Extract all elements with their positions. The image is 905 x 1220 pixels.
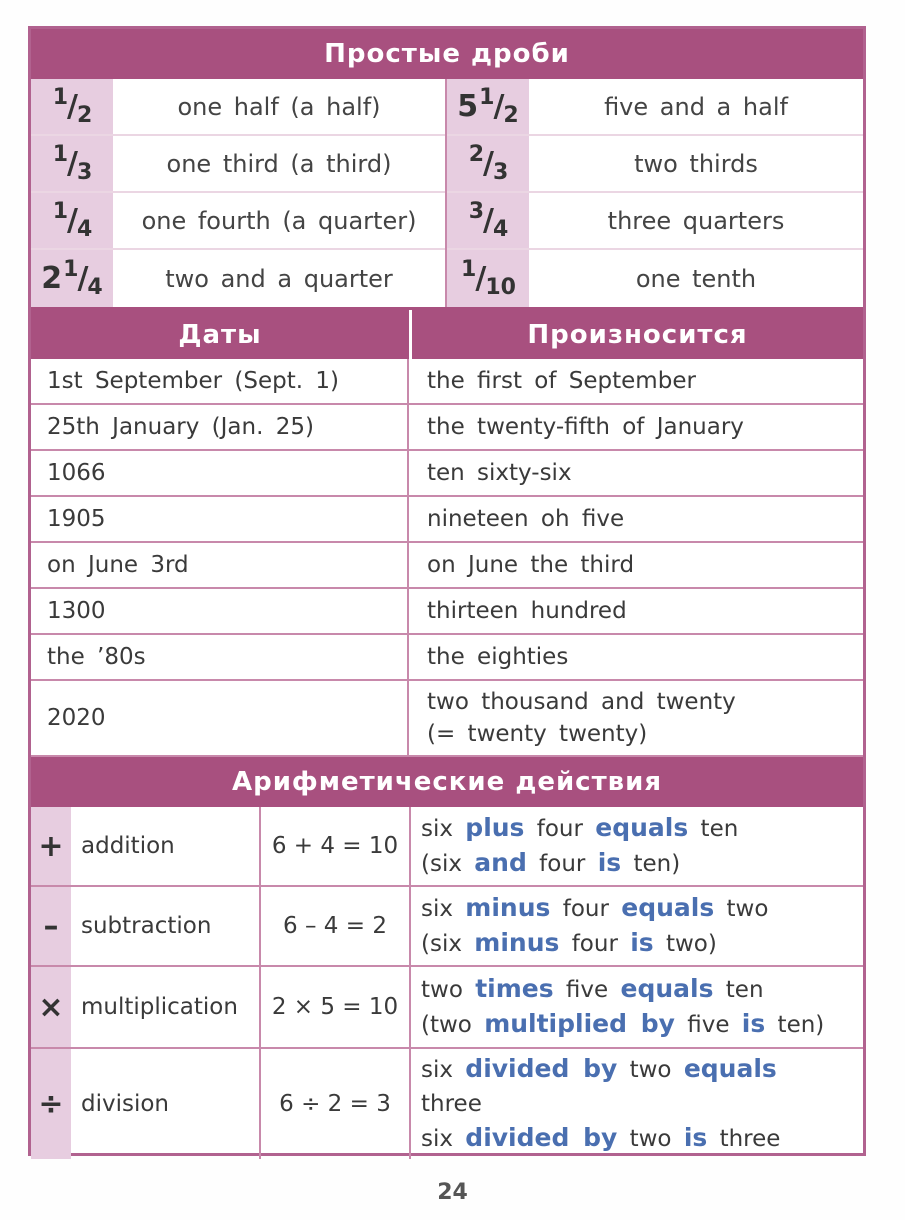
fraction-row bbox=[447, 250, 863, 307]
fraction-symbol bbox=[31, 79, 113, 134]
reading-text: three bbox=[421, 1091, 482, 1117]
fraction-slash: / bbox=[67, 146, 78, 181]
date-value: 1905 bbox=[31, 497, 409, 541]
date-pronunciation: the twenty-fifth of January bbox=[427, 414, 744, 440]
date-value: 1066 bbox=[31, 451, 409, 495]
keyword: minus bbox=[465, 893, 551, 922]
reading-text: ten) bbox=[621, 851, 681, 877]
reading-line bbox=[421, 1087, 863, 1121]
fraction-slash: / bbox=[67, 89, 78, 124]
date-value: 2020 bbox=[31, 681, 409, 755]
date-value: 1300 bbox=[31, 589, 409, 633]
arithmetic-row bbox=[31, 807, 863, 887]
date-pronunciation-line: (= twenty twenty) bbox=[427, 721, 648, 747]
fraction-words: three quarters bbox=[607, 206, 785, 235]
reading-text: two bbox=[617, 1126, 684, 1152]
operation-symbol: × bbox=[31, 967, 71, 1047]
date-row bbox=[31, 635, 863, 681]
reading-text: two bbox=[714, 896, 769, 922]
keyword: multiplied by bbox=[484, 1009, 675, 1038]
arithmetic-table bbox=[31, 807, 863, 1159]
fraction-whole: 5 bbox=[457, 89, 479, 124]
reading-text: four bbox=[524, 816, 596, 842]
fraction-slash: / bbox=[483, 146, 494, 181]
fraction-slash: / bbox=[483, 203, 494, 238]
reading-text: ten bbox=[713, 977, 764, 1003]
fraction-denominator: 4 bbox=[492, 217, 509, 242]
keyword: divided by bbox=[465, 1054, 618, 1083]
fraction-numerator: 1 bbox=[479, 85, 495, 110]
reading-text: (six bbox=[421, 931, 475, 957]
operation-example: 2 × 5 = 10 bbox=[261, 967, 411, 1047]
fraction-whole: 2 bbox=[41, 261, 63, 296]
reading-text: ten) bbox=[765, 1012, 825, 1038]
keyword: equals bbox=[621, 893, 715, 922]
fraction-words: two thirds bbox=[634, 149, 758, 178]
fraction-row bbox=[447, 79, 863, 136]
fraction-row bbox=[31, 79, 445, 136]
keyword: equals bbox=[595, 813, 689, 842]
reading-line bbox=[421, 972, 863, 1007]
reading-text: six bbox=[421, 816, 466, 842]
fractions-left-column bbox=[31, 79, 447, 307]
reading-line bbox=[421, 1052, 863, 1087]
reading-line bbox=[421, 1007, 863, 1042]
fraction-denominator: 4 bbox=[87, 275, 103, 300]
keyword: minus bbox=[474, 928, 560, 957]
date-pronunciation-line: two thousand and twenty bbox=[427, 689, 736, 715]
fraction-symbol bbox=[31, 136, 113, 191]
operation-example: 6 + 4 = 10 bbox=[261, 807, 411, 885]
fraction-numerator: 1 bbox=[461, 257, 477, 282]
fraction-slash: / bbox=[77, 261, 89, 296]
reading-text: five bbox=[553, 977, 621, 1003]
fraction-numerator: 1 bbox=[52, 142, 69, 167]
date-value: the ’80s bbox=[31, 635, 409, 679]
arithmetic-row bbox=[31, 1049, 863, 1159]
operation-name: division bbox=[71, 1049, 261, 1159]
fraction-row bbox=[31, 250, 445, 307]
date-row bbox=[31, 405, 863, 451]
date-value: 25th January (Jan. 25) bbox=[31, 405, 409, 449]
arithmetic-row bbox=[31, 967, 863, 1049]
fraction-symbol bbox=[447, 250, 529, 307]
operation-name: addition bbox=[71, 807, 261, 885]
fraction-row bbox=[447, 193, 863, 250]
operation-symbol: – bbox=[31, 887, 71, 965]
fractions-grid bbox=[31, 79, 863, 310]
date-pronunciation bbox=[409, 681, 863, 755]
fractions-right-column bbox=[447, 79, 863, 307]
fraction-words: five and a half bbox=[604, 92, 788, 121]
operation-reading bbox=[411, 967, 863, 1047]
operation-example: 6 – 4 = 2 bbox=[261, 887, 411, 965]
operation-reading bbox=[411, 1049, 863, 1159]
fractions-header: Простые дроби bbox=[31, 29, 863, 79]
reading-line bbox=[421, 1121, 863, 1156]
reading-text: two) bbox=[653, 931, 717, 957]
reading-line bbox=[421, 926, 863, 961]
keyword: is bbox=[597, 848, 622, 877]
reading-text: three bbox=[707, 1126, 781, 1152]
fraction-numerator: 1 bbox=[52, 199, 69, 224]
fraction-slash: / bbox=[67, 203, 78, 238]
fraction-words: two and a quarter bbox=[165, 264, 393, 293]
fraction-denominator: 4 bbox=[76, 217, 93, 242]
date-row bbox=[31, 589, 863, 635]
fraction-words: one half (a half) bbox=[177, 92, 381, 121]
operation-reading bbox=[411, 887, 863, 965]
fraction-words: one third (a third) bbox=[166, 149, 392, 178]
fraction-numerator: 3 bbox=[468, 199, 485, 224]
date-row bbox=[31, 359, 863, 405]
fraction-symbol bbox=[447, 193, 529, 248]
operation-name: subtraction bbox=[71, 887, 261, 965]
keyword: is bbox=[630, 928, 654, 957]
dates-header bbox=[31, 310, 863, 359]
dates-col-header: Даты bbox=[31, 310, 412, 359]
reading-line bbox=[421, 846, 863, 881]
date-row bbox=[31, 497, 863, 543]
fraction-slash: / bbox=[493, 89, 505, 124]
reading-text: two bbox=[421, 977, 476, 1003]
operation-name: multiplication bbox=[71, 967, 261, 1047]
date-value: on June 3rd bbox=[31, 543, 409, 587]
fraction-numerator: 1 bbox=[63, 257, 79, 282]
fraction-symbol bbox=[447, 136, 529, 191]
keyword: divided by bbox=[465, 1123, 618, 1152]
keyword: is bbox=[683, 1123, 708, 1152]
pronounced-col-header: Произносится bbox=[527, 319, 748, 350]
fraction-row bbox=[31, 136, 445, 193]
reading-text: (two bbox=[421, 1012, 485, 1038]
dates-table bbox=[31, 359, 863, 757]
operation-symbol: ÷ bbox=[31, 1049, 71, 1159]
fraction-slash: / bbox=[475, 261, 487, 296]
arithmetic-header: Арифметические действия bbox=[31, 757, 863, 807]
keyword: plus bbox=[465, 813, 525, 842]
reading-text: six bbox=[421, 896, 466, 922]
fraction-words: one tenth bbox=[635, 264, 757, 293]
operation-example: 6 ÷ 2 = 3 bbox=[261, 1049, 411, 1159]
date-pronunciation: nineteen oh five bbox=[427, 506, 625, 532]
fraction-denominator: 3 bbox=[76, 160, 93, 185]
operation-reading bbox=[411, 807, 863, 885]
keyword: is bbox=[741, 1009, 766, 1038]
reading-text: six bbox=[421, 1057, 466, 1083]
arithmetic-row bbox=[31, 887, 863, 967]
reading-text: four bbox=[559, 931, 631, 957]
fraction-denominator: 2 bbox=[503, 103, 519, 128]
operation-symbol: + bbox=[31, 807, 71, 885]
page-number: 24 bbox=[437, 1180, 468, 1205]
date-pronunciation: the first of September bbox=[427, 368, 696, 394]
reading-text: five bbox=[674, 1012, 742, 1038]
date-row bbox=[31, 543, 863, 589]
fraction-numerator: 1 bbox=[52, 85, 69, 110]
reading-text: two bbox=[617, 1057, 684, 1083]
fraction-denominator: 2 bbox=[76, 103, 93, 128]
reading-line bbox=[421, 811, 863, 846]
reading-text: ten bbox=[688, 816, 739, 842]
reading-text: (six bbox=[421, 851, 475, 877]
fraction-words: one fourth (a quarter) bbox=[141, 206, 417, 235]
reading-text: four bbox=[550, 896, 622, 922]
keyword: equals bbox=[683, 1054, 777, 1083]
keyword: equals bbox=[620, 974, 714, 1003]
fraction-symbol bbox=[31, 250, 113, 307]
fraction-denominator: 3 bbox=[492, 160, 509, 185]
fraction-row bbox=[447, 136, 863, 193]
keyword: times bbox=[475, 974, 554, 1003]
date-row bbox=[31, 681, 863, 757]
date-pronunciation: the eighties bbox=[427, 644, 569, 670]
keyword: and bbox=[474, 848, 527, 877]
fraction-denominator: 10 bbox=[485, 275, 516, 300]
reading-line bbox=[421, 891, 863, 926]
date-value: 1st September (Sept. 1) bbox=[31, 359, 409, 403]
reference-table bbox=[28, 26, 866, 1156]
date-row bbox=[31, 451, 863, 497]
reading-text: six bbox=[421, 1126, 466, 1152]
fraction-row bbox=[31, 193, 445, 250]
date-pronunciation: thirteen hundred bbox=[427, 598, 627, 624]
fraction-symbol bbox=[31, 193, 113, 248]
reading-text: four bbox=[526, 851, 598, 877]
fraction-numerator: 2 bbox=[468, 142, 485, 167]
date-pronunciation: ten sixty-six bbox=[427, 460, 572, 486]
date-pronunciation: on June the third bbox=[427, 552, 635, 578]
fraction-symbol bbox=[447, 79, 529, 134]
